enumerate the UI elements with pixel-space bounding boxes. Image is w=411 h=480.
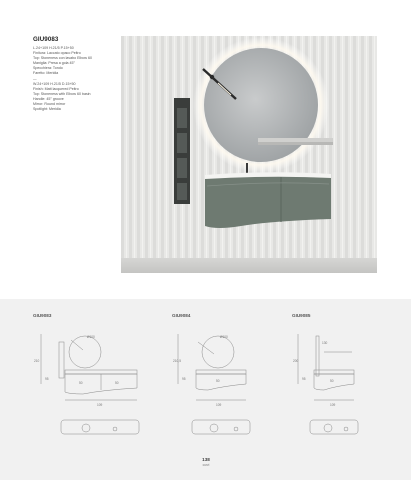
dimension-label: 130 [322,341,328,345]
dimension-label: 50 [330,379,334,383]
spec-line: Finitura: Laccato opaco Peltro [33,51,81,56]
dimension-label: 95 [45,377,49,381]
drawing-label: GIU9083 [33,313,52,318]
spec-line: L.24+109 H.21/5 P.15+50 [33,46,74,50]
spec-line: Maniglia: Presa a gola 45° [33,61,75,66]
dimension-label: 50 [79,381,83,385]
spec-line: — [33,76,37,81]
product-code: GIU9083 [33,36,59,43]
dimension-label: 109 [330,403,336,407]
drawing-label: GIU9084 [172,313,191,318]
technical-drawing-1 [33,322,143,450]
dimension-label: 50 [115,381,119,385]
product-photo [121,36,377,273]
dimension-label: 200 [293,359,299,363]
bathroom-scene-illustration [121,36,377,273]
technical-drawing-2 [172,322,257,450]
drawing-label: GIU9085 [292,313,311,318]
spec-line: Faretto: Meridia [33,71,59,76]
technical-drawing-3 [292,322,367,450]
spec-line: Finish: Matt lacquered Peltro [33,86,79,91]
dimension-label: 109 [97,403,103,407]
dimension-label: 109 [216,403,222,407]
spec-line: Handle: 45° groove [33,96,64,101]
spec-list [33,46,118,112]
dimension-label: 210,5 [173,359,181,363]
spec-line: Mirror: Round mirror [33,102,66,107]
page-number: 138 [202,457,210,462]
section-name: curvi [202,463,210,467]
spec-line: Spotlight: Meridia [33,107,61,112]
dimension-label: 50 [216,379,220,383]
spec-line: Top: Stoneness with Elbow 60 basin [33,91,91,96]
spec-line: W.24+109 H.21/5 D.15+50 [33,81,76,86]
dimension-label: 95 [182,377,186,381]
dimension-label: 95 [302,377,306,381]
dimension-label: Ø100 [220,335,228,339]
spec-line: Top: Stoneness con lavabo Elbow 60 [33,56,92,61]
dimension-label: Ø100 [87,335,95,339]
dimension-label: 210 [34,359,40,363]
spec-line: Specchiera: Tondo [33,66,63,71]
